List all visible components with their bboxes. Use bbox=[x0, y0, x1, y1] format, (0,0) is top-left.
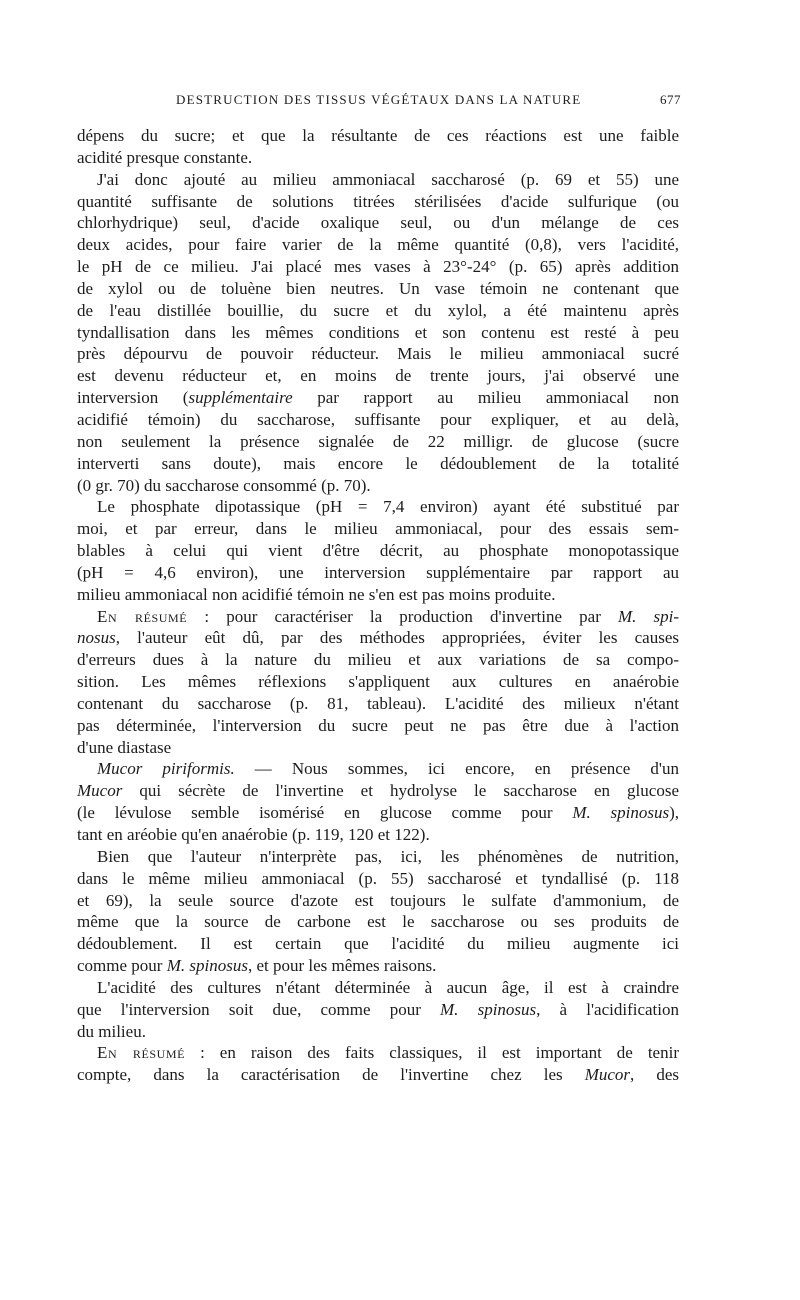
species-name: M. spinosus bbox=[572, 803, 670, 823]
species-name: M. spinosus bbox=[440, 999, 537, 1019]
text-line: J'ai donc ajouté au milieu ammoniacal saccharosé (p. 69 et 55) une bbox=[97, 169, 679, 189]
text-line: moi, et par erreur, dans le milieu ammoniacal, pour des essais sem- bbox=[77, 519, 679, 539]
text-line: chlorhydrique) seul, d'acide oxalique seul, ou d'un mélange de ces bbox=[77, 213, 679, 233]
text-line: comme pour M. spinosus, et pour les mêmes raisons. bbox=[77, 956, 437, 976]
species-name: M. spinosus bbox=[166, 956, 248, 976]
text-line: interverti sans doute), mais encore le dédoublement de la totalité bbox=[77, 453, 679, 473]
text-line: Le phosphate dipotassique (pH = 7,4 environ) ayant été substitué par bbox=[97, 497, 679, 517]
text-line: est devenu réducteur et, en moins de trente jours, j'ai observé une bbox=[77, 366, 679, 386]
text-line: deux acides, pour faire varier de la même quantité (0,8), vers l'acidité, bbox=[77, 235, 679, 255]
text-line: tyndallisation dans les mêmes conditions et son contenu est resté à peu bbox=[77, 322, 679, 342]
text-line: de xylol ou de toluène bien neutres. Un vase témoin ne contenant que bbox=[77, 278, 679, 298]
text-line: contenant du saccharose (p. 81, tableau). L'acidité des milieux n'étant bbox=[77, 693, 679, 713]
summary-heading: En résumé bbox=[97, 606, 188, 626]
text-line: et 69), la seule source d'azote est toujours le sulfate d'ammonium, de bbox=[77, 890, 679, 910]
text-line: (pH = 4,6 environ), une interversion supplémentaire par rapport au bbox=[77, 562, 679, 582]
text-line: près dépourvu de pouvoir réducteur. Mais le milieu ammoniacal sucré bbox=[77, 344, 679, 364]
text-line: L'acidité des cultures n'étant déterminée à aucun âge, il est à craindre bbox=[97, 977, 679, 997]
species-name: Mucor bbox=[584, 1065, 631, 1085]
summary-heading: En résumé bbox=[97, 1043, 186, 1063]
text-line: d'une diastase bbox=[77, 737, 172, 757]
text-line: quantité suffisante de solutions titrées stérilisées d'acide sulfurique (ou bbox=[77, 191, 679, 211]
species-name: Mucor bbox=[77, 781, 123, 801]
text-line: milieu ammoniacal non acidifié témoin ne s'en est pas moins produite. bbox=[77, 584, 556, 604]
text-line: Mucor piriformis. — Nous sommes, ici encore, en présence d'un bbox=[97, 759, 679, 779]
text-line: acidifié témoin) du saccharose, suffisante pour expliquer, et au delà, bbox=[77, 409, 679, 429]
running-title: DESTRUCTION DES TISSUS VÉGÉTAUX DANS LA NATURE bbox=[176, 92, 582, 107]
species-name: nosus bbox=[77, 628, 116, 648]
italic-term: supplémentaire bbox=[188, 388, 293, 408]
text-line: En résumé : pour caractériser la production d'invertine par M. spi- bbox=[97, 606, 679, 626]
section-heading: Mucor piriformis. bbox=[97, 759, 235, 779]
page-header bbox=[176, 92, 681, 112]
text-line: (le lévulose semble isomérisé en glucose comme pour M. spinosus), bbox=[77, 803, 679, 823]
text-line: même que la source de carbone est le saccharose ou ses produits de bbox=[77, 912, 679, 932]
text-line: tant en aréobie qu'en anaérobie (p. 119, 120 et 122). bbox=[77, 825, 430, 844]
text-line: acidité presque constante. bbox=[77, 147, 253, 167]
species-name: M. spi- bbox=[617, 606, 679, 626]
text-line: dépens du sucre; et que la résultante de ces réactions est une faible bbox=[77, 126, 679, 145]
text-line: nosus, l'auteur eût dû, par des méthodes appropriées, éviter les causes bbox=[77, 628, 679, 648]
text-line: interversion (supplémentaire par rapport au milieu ammoniacal non bbox=[77, 388, 680, 408]
text-line: compte, dans la caractérisation de l'invertine chez les Mucor, des bbox=[77, 1065, 679, 1085]
text-line: dédoublement. Il est certain que l'acidité du milieu augmente ici bbox=[77, 934, 679, 954]
text-line: non seulement la présence signalée de 22 milligr. de glucose (sucre bbox=[77, 431, 679, 451]
text-line: blables à celui qui vient d'être décrit, au phosphate monopotassique bbox=[77, 541, 679, 561]
body-text bbox=[77, 125, 679, 1086]
text-line: que l'interversion soit due, comme pour M. spinosus, à l'acidification bbox=[77, 999, 680, 1019]
text-line: dans le même milieu ammoniacal (p. 55) saccharosé et tyndallisé (p. 118 bbox=[77, 868, 679, 888]
page-number: 677 bbox=[660, 92, 681, 107]
text-line: (0 gr. 70) du saccharose consommé (p. 70). bbox=[77, 475, 371, 495]
text-line: du milieu. bbox=[77, 1021, 146, 1041]
text-line: pas déterminée, l'interversion du sucre peut ne pas être due à l'action bbox=[77, 715, 679, 735]
text-line: le pH de ce milieu. J'ai placé mes vases à 23°-24° (p. 65) après addition bbox=[77, 257, 679, 277]
text-line: d'erreurs dues à la nature du milieu et aux variations de sa compo- bbox=[77, 650, 679, 670]
text-line: sition. Les mêmes réflexions s'appliquent aux cultures en anaérobie bbox=[77, 672, 679, 692]
text-line: En résumé : en raison des faits classiques, il est important de tenir bbox=[97, 1043, 679, 1063]
text-line: de l'eau distillée bouillie, du sucre et du xylol, a été maintenu après bbox=[77, 300, 679, 320]
text-line: Bien que l'auteur n'interprète pas, ici, les phénomènes de nutrition, bbox=[97, 846, 679, 866]
text-line: Mucor qui sécrète de l'invertine et hydrolyse le saccharose en glucose bbox=[77, 781, 679, 801]
